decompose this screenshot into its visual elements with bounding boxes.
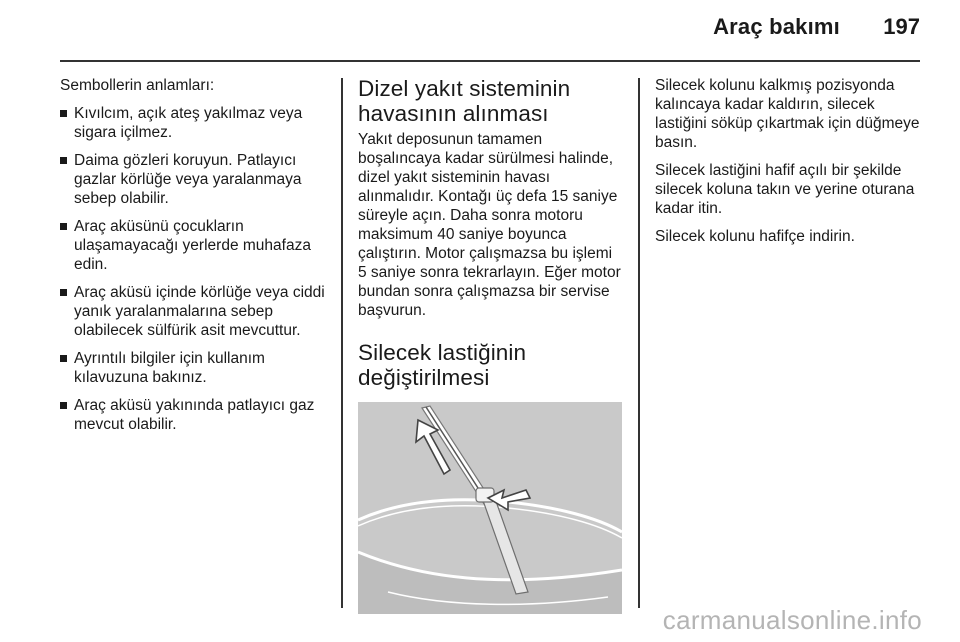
bullet-item: Daima gözleri koruyun. Patlayıcı gazlar körlüğe veya yaralanmaya sebep olabilir. (60, 151, 330, 208)
column-3 (655, 76, 923, 255)
column-2 (358, 76, 623, 614)
bullet-item: Kıvılcım, açık ateş yakılmaz veya sigara içilmez. (60, 104, 330, 142)
bullet-item: Araç aküsünü çocukların ulaşamayacağı yerlerde muhafaza edin. (60, 217, 330, 274)
running-header-title: Araç bakımı (713, 14, 840, 39)
wiper-illustration (358, 402, 622, 614)
column-divider-1 (341, 78, 343, 608)
symbol-bullet-list (60, 104, 330, 434)
bullet-item: Araç aküsü içinde körlüğe veya ciddi yanık yaralanmalarına sebep olabilecek sülfürik asit mevcuttur. (60, 283, 330, 340)
heading-wiper-blade: Silecek lastiğinin değiştirilmesi (358, 340, 527, 390)
wiper-drawing (358, 402, 622, 614)
wiper-step-paragraph: Silecek kolunu hafifçe indirin. (655, 228, 855, 245)
wiper-step-paragraph: Silecek lastiğini hafif açılı bir şekilde silecek koluna takın ve yerine oturana kadar itin. (655, 162, 915, 217)
heading-diesel-bleeding: Dizel yakıt sisteminin havasının alınması (358, 76, 571, 126)
bullet-item: Araç aküsü yakınında patlayıcı gaz mevcut olabilir. (60, 396, 330, 434)
watermark-text: carmanualsonline.info (662, 605, 922, 635)
bullet-item: Ayrıntılı bilgiler için kullanım kılavuzuna bakınız. (60, 349, 330, 387)
page-number: 197 (883, 14, 920, 39)
header-rule (60, 60, 920, 62)
diesel-bleeding-paragraph: Yakıt deposunun tamamen boşalıncaya kadar sürülmesi halinde, dizel yakıt sisteminin havası alınmalıdır. Kontağı üç defa 15 saniye süreyle açın. Daha sonra motoru maksimum 40 saniye boyunca çalıştırın. Motor çalışmazsa bu işlemi 5 saniye sonra tekrarlayın. Eğer motor bundan sonra çalışmazsa bir servise başvurun. (358, 131, 621, 319)
symbols-intro: Sembollerin anlamları: (60, 77, 215, 94)
column-1 (60, 76, 330, 443)
wiper-step-paragraph: Silecek kolunu kalkmış pozisyonda kalıncaya kadar kaldırın, silecek lastiğini söküp çıkartmak için düğmeye basın. (655, 77, 920, 151)
column-divider-2 (638, 78, 640, 608)
